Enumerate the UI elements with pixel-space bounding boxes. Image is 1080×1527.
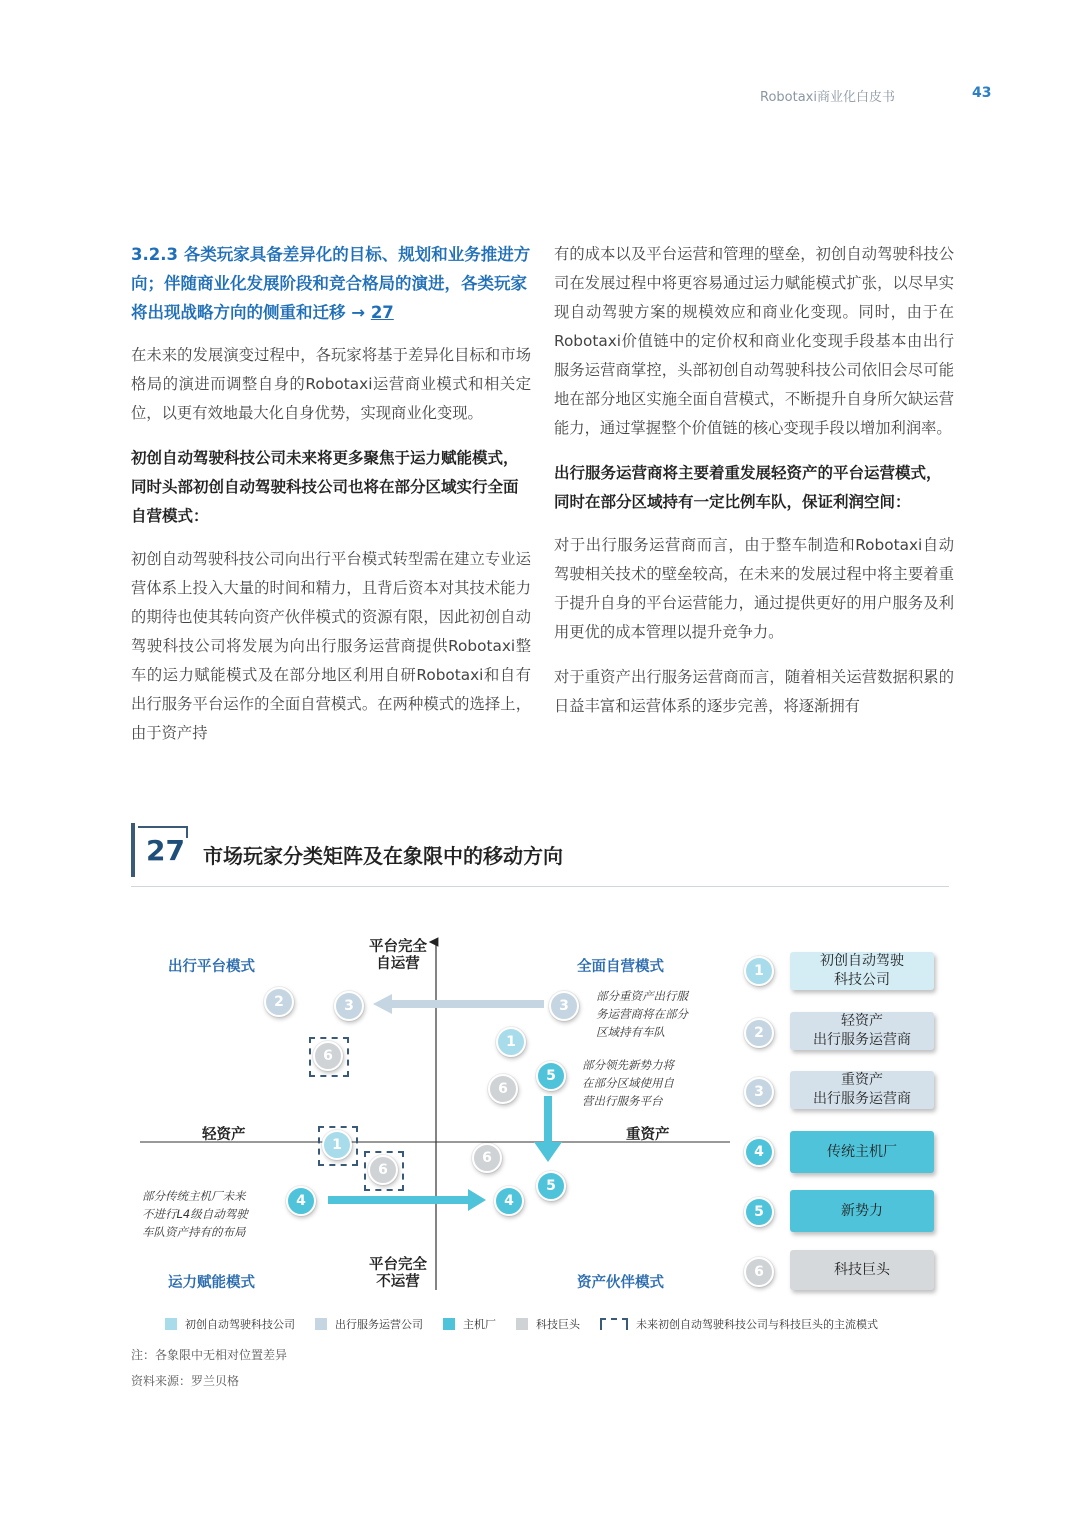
axis-bottom-line: 平台完全: [369, 1257, 427, 1273]
note-line: 部分传统主机厂未来: [142, 1189, 246, 1203]
quadrant-self-operated: 全面自营模式: [577, 959, 664, 975]
key-marker-light: 2: [744, 1018, 774, 1048]
marker-startup: 1: [496, 1027, 526, 1057]
note-line: 不进行L4级自动驾驶: [142, 1207, 248, 1221]
axis-bottom-label: [369, 1257, 427, 1291]
figure-number: 27: [146, 834, 185, 867]
marker-tech-giant: 6: [488, 1074, 518, 1104]
legend-label: 主机厂: [463, 1318, 496, 1331]
marker-new-force: 5: [536, 1171, 566, 1201]
legend-swatch: [315, 1318, 327, 1330]
new-force-note: [582, 1056, 674, 1110]
key-card-line: 出行服务运营商: [813, 1091, 911, 1107]
key-card-line: 科技公司: [834, 972, 890, 988]
figure-title-bar: [131, 823, 135, 877]
axis-top-label: [369, 939, 427, 973]
axis-right-label: 重资产: [626, 1127, 670, 1143]
bold-paragraph: 出行服务运营商将主要着重发展轻资产的平台运营模式，同时在部分区域持有一定比例车队，保证利润空间：: [554, 464, 942, 511]
footnote-source: 资料来源：罗兰贝格: [131, 1374, 240, 1388]
figure-title: 市场玩家分类矩阵及在象限中的移动方向: [203, 844, 563, 868]
marker-oem: 4: [494, 1186, 524, 1216]
legend-item-operator: [315, 1316, 423, 1332]
header-title: Robotaxi商业化白皮书: [760, 90, 895, 105]
paragraph: 对于重资产出行服务运营商而言，随着相关运营数据积累的日益丰富和运营体系的逐步完善，将逐渐拥有: [554, 668, 954, 715]
oem-arrow: [328, 1189, 486, 1211]
legend-item-startup: [165, 1316, 295, 1332]
bold-paragraph: 初创自动驾驶科技公司未来将更多聚焦于运力赋能模式，同时头部初创自动驾驶科技公司也将在部分区域实行全面自营模式：: [131, 449, 519, 525]
movement-arrows: [130, 930, 750, 1300]
legend-label: 出行服务运营公司: [335, 1318, 423, 1331]
axis-top-line: 自运营: [376, 956, 420, 972]
legend-item-tech: [516, 1316, 580, 1332]
marker-startup: 1: [322, 1130, 352, 1160]
note-line: 部分重资产出行服: [596, 989, 688, 1003]
key-card-line: 重资产: [841, 1072, 883, 1088]
key-marker-startup: 1: [744, 956, 774, 986]
right-column: [554, 240, 954, 737]
figure-divider: [131, 886, 949, 887]
marker-light-operator: 2: [264, 987, 294, 1017]
paragraph: 有的成本以及平台运营和管理的壁垒，初创自动驾驶科技公司在发展过程中将更容易通过运力赋能模式扩张，以尽早实现自动驾驶方案的规模效应和商业化变现。同时，由于在Robotaxi价值链中的定价权和商业化变现手段基本由出行服务运营商掌控，头部初创自动驾驶科技公司依旧会尽可能地在部分地区实施全面自营模式，不断提升自身所欠缺运营能力，通过掌握整个价值链的核心变现手段以增加利润率。: [554, 245, 954, 437]
marker-tech-giant: 6: [368, 1155, 398, 1185]
key-marker-oem: 4: [744, 1137, 774, 1167]
note-line: 在部分区域使用自: [582, 1076, 674, 1090]
key-card-line: 初创自动驾驶: [820, 953, 904, 969]
key-marker-heavy: 3: [744, 1077, 774, 1107]
legend-swatch: [516, 1318, 528, 1330]
quadrant-platform: 出行平台模式: [168, 959, 255, 975]
marker-oem: 4: [286, 1186, 316, 1216]
legend-dashed-swatch: [600, 1318, 628, 1330]
figure-corner: [186, 826, 188, 838]
left-column: [131, 240, 531, 764]
key-card-light: [790, 1012, 934, 1050]
marker-tech-giant: 6: [472, 1143, 502, 1173]
legend-label: 初创自动驾驶科技公司: [185, 1318, 295, 1331]
marker-heavy-operator: 3: [549, 991, 579, 1021]
heavy-operator-arrow: [373, 994, 544, 1014]
paragraph: 初创自动驾驶科技公司向出行平台模式转型需在建立专业运营体系上投入大量的时间和精力，且背后资本对其技术能力的期待也使其转向资产伙伴模式的资源有限，因此初创自动驾驶科技公司将发展为向出行服务运营商提供Robotaxi整车的运力赋能模式及在部分地区利用自研Robotaxi和自有出行服务平台运作的全面自营模式。在两种模式的选择上，由于资产持: [131, 550, 531, 742]
axis-left-label: 轻资产: [202, 1127, 246, 1143]
quadrant-capacity: 运力赋能模式: [168, 1275, 255, 1291]
new-force-arrow: [534, 1096, 562, 1162]
key-card-tech: 科技巨头: [790, 1250, 934, 1290]
key-card-line: 出行服务运营商: [813, 1032, 911, 1048]
paragraph: 对于出行服务运营商而言，由于整车制造和Robotaxi自动驾驶相关技术的壁垒较高，在未来的发展过程中将主要着重于提升自身的平台运营能力，通过提供更好的用户服务及利用更优的成本管理以提升竞争力。: [554, 536, 954, 641]
legend-item-oem: [443, 1316, 496, 1332]
section-heading-text: 3.2.3 各类玩家具备差异化的目标、规划和业务推进方向；伴随商业化发展阶段和竞合格局的演进，各类玩家将出现战略方向的侧重和迁移: [131, 245, 531, 322]
key-card-heavy: [790, 1071, 934, 1109]
figure-legend: [165, 1316, 898, 1332]
legend-label: 科技巨头: [536, 1318, 580, 1331]
figure-corner: [138, 826, 188, 828]
footnote-note: 注：各象限中无相对位置差异: [131, 1348, 288, 1362]
note-line: 营出行服务平台: [582, 1094, 663, 1108]
arrow-icon: →: [351, 303, 366, 322]
legend-label: 未来初创自动驾驶科技公司与科技巨头的主流模式: [636, 1318, 878, 1331]
legend-swatch: [443, 1318, 455, 1330]
marker-new-force: 5: [536, 1061, 566, 1091]
oem-note: [142, 1187, 248, 1241]
axis-bottom-line: 不运营: [376, 1274, 420, 1290]
heavy-operator-note: [596, 987, 688, 1041]
figure-ref-link[interactable]: 27: [370, 303, 394, 322]
quadrant-asset-partner: 资产伙伴模式: [577, 1275, 664, 1291]
page-number: 43: [972, 85, 992, 101]
note-line: 部分领先新势力将: [582, 1058, 674, 1072]
key-marker-tech: 6: [744, 1257, 774, 1287]
marker-heavy-operator: 3: [334, 991, 364, 1021]
marker-tech-giant: 6: [313, 1041, 343, 1071]
axis-top-line: 平台完全: [369, 939, 427, 955]
key-card-new: 新势力: [790, 1190, 934, 1232]
key-card-oem: 传统主机厂: [790, 1131, 934, 1173]
key-marker-new: 5: [744, 1197, 774, 1227]
key-card-line: 轻资产: [841, 1013, 883, 1029]
note-line: 务运营商将在部分: [596, 1007, 688, 1021]
note-line: 区域持有车队: [596, 1025, 665, 1039]
key-card-startup: [790, 952, 934, 990]
legend-swatch: [165, 1318, 177, 1330]
paragraph: 在未来的发展演变过程中，各玩家将基于差异化目标和市场格局的演进而调整自身的Robotaxi运营商业模式和相关定位，以更有效地最大化自身优势，实现商业化变现。: [131, 346, 531, 422]
note-line: 车队资产持有的布局: [142, 1225, 246, 1239]
legend-item-dashed: [600, 1316, 878, 1332]
section-heading: [131, 240, 531, 327]
